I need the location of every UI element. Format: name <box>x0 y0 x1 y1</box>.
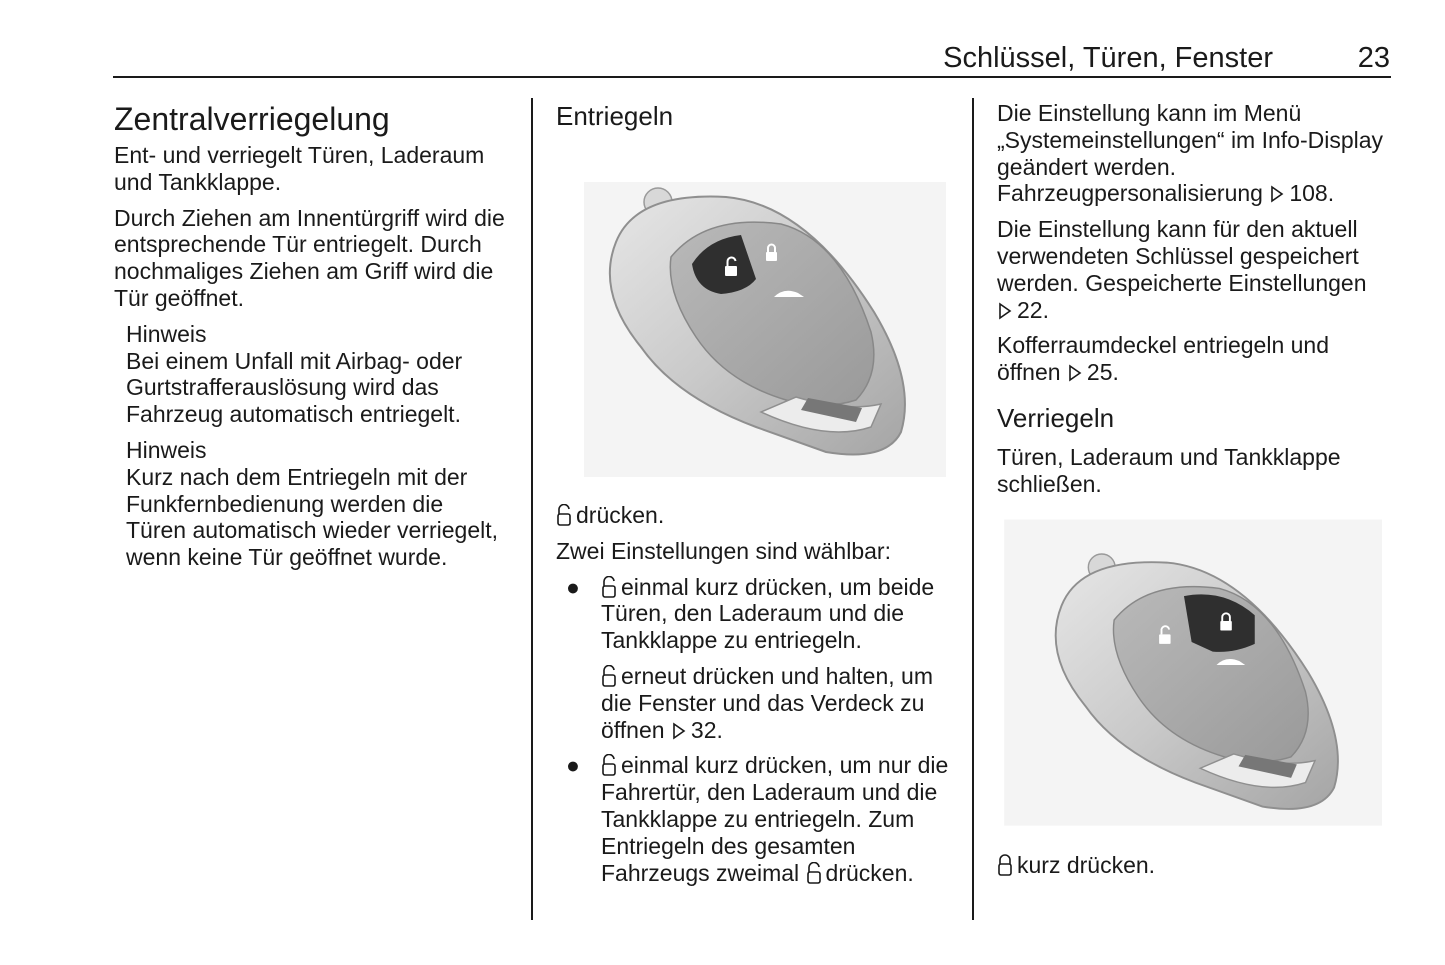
subheading-verriegeln: Verriegeln <box>997 402 1115 433</box>
header-rule <box>113 76 1391 78</box>
intro-paragraph: Ent- und verriegelt Türen, Laderaum und Tankklappe. <box>114 142 485 195</box>
middle-column <box>556 100 954 895</box>
note-box-1 <box>126 321 509 428</box>
unlock-key-icon <box>556 504 572 526</box>
list-item <box>556 574 954 744</box>
settings-intro: Zwei Einstellungen sind wählbar: <box>556 537 891 564</box>
settings-list <box>556 574 954 887</box>
list-item-subtext: erneut drücken und halten, um die Fenster und das Verdeck zu öffnen 32. <box>601 662 933 743</box>
note-title: Hinweis <box>126 320 207 347</box>
cross-reference-arrow-icon <box>671 722 687 740</box>
page-reference[interactable]: 22. <box>1017 296 1049 323</box>
list-item-text: einmal kurz drücken, um nur die Fahrertür, den Laderaum und die Tankklappe zu entriegeln. Zum Entriegeln des gesamten Fahrzeugs zweimal drücken. <box>601 752 949 886</box>
note-text: Bei einem Unfall mit Airbag- oder Gurtstrafferauslösung wird das Fahrzeug automatisch entriegelt. <box>126 347 463 428</box>
subheading-entriegeln: Entriegeln <box>556 101 674 131</box>
note-title: Hinweis <box>126 436 207 463</box>
running-header-title: Schlüssel, Türen, Fenster <box>943 42 1273 74</box>
column-divider-2 <box>972 98 974 920</box>
lock-intro-paragraph: Türen, Laderaum und Tankklappe schließen. <box>997 443 1341 497</box>
right-column <box>997 100 1392 887</box>
page-reference[interactable]: 108. <box>1289 180 1335 207</box>
unlock-key-icon <box>601 754 617 776</box>
unlock-key-icon <box>601 665 617 687</box>
unlock-key-icon <box>806 862 822 884</box>
page-reference[interactable]: 25. <box>1086 359 1119 386</box>
unlock-key-icon <box>601 576 617 598</box>
left-column <box>114 100 509 580</box>
lock-press-instruction <box>997 852 1392 879</box>
section-heading-zentralverriegelung: Zentralverriegelung <box>114 101 390 137</box>
key-fob-unlock-illustration <box>556 142 954 487</box>
lock-key-icon <box>997 854 1013 876</box>
key-storage-paragraph: Die Einstellung kann für den aktuell verwendeten Schlüssel gespeichert werden. Gespeicherte Einstellungen 22. <box>997 216 1367 323</box>
note-text: Kurz nach dem Entriegeln mit der Funkfernbedienung werden die Türen automatisch wieder verriegelt, wenn keine Tür geöffnet wurde. <box>126 463 498 571</box>
page-number: 23 <box>1357 42 1390 74</box>
bullet-dot: ● <box>566 752 580 779</box>
cross-reference-arrow-icon <box>1269 185 1285 203</box>
press-text: drücken. <box>576 502 665 528</box>
settings-menu-paragraph: Die Einstellung kann im Menü „Systemeinstellungen“ im Info-Display geändert werden. Fahrzeugpersonalisierung 108. <box>997 100 1384 207</box>
cross-reference-arrow-icon <box>1067 364 1083 382</box>
press-text: kurz drücken. <box>1017 851 1156 878</box>
bullet-dot: ● <box>566 573 580 600</box>
key-fob-lock-illustration <box>997 510 1392 840</box>
trunk-paragraph: Kofferraumdeckel entriegeln und öffnen 25. <box>997 332 1330 386</box>
unlock-press-instruction <box>556 502 954 529</box>
page-reference[interactable]: 32. <box>690 716 723 743</box>
cross-reference-arrow-icon <box>997 302 1013 320</box>
note-box-2 <box>126 437 509 571</box>
list-item <box>556 752 954 886</box>
column-divider-1 <box>531 98 533 920</box>
list-item-text: einmal kurz drücken, um beide Türen, den Laderaum und die Tankklappe zu entriegeln. <box>601 573 935 654</box>
door-handle-paragraph: Durch Ziehen am Innentürgriff wird die entsprechende Tür entriegelt. Durch nochmaliges Ziehen am Griff wird die Tür geöffnet. <box>114 204 505 311</box>
